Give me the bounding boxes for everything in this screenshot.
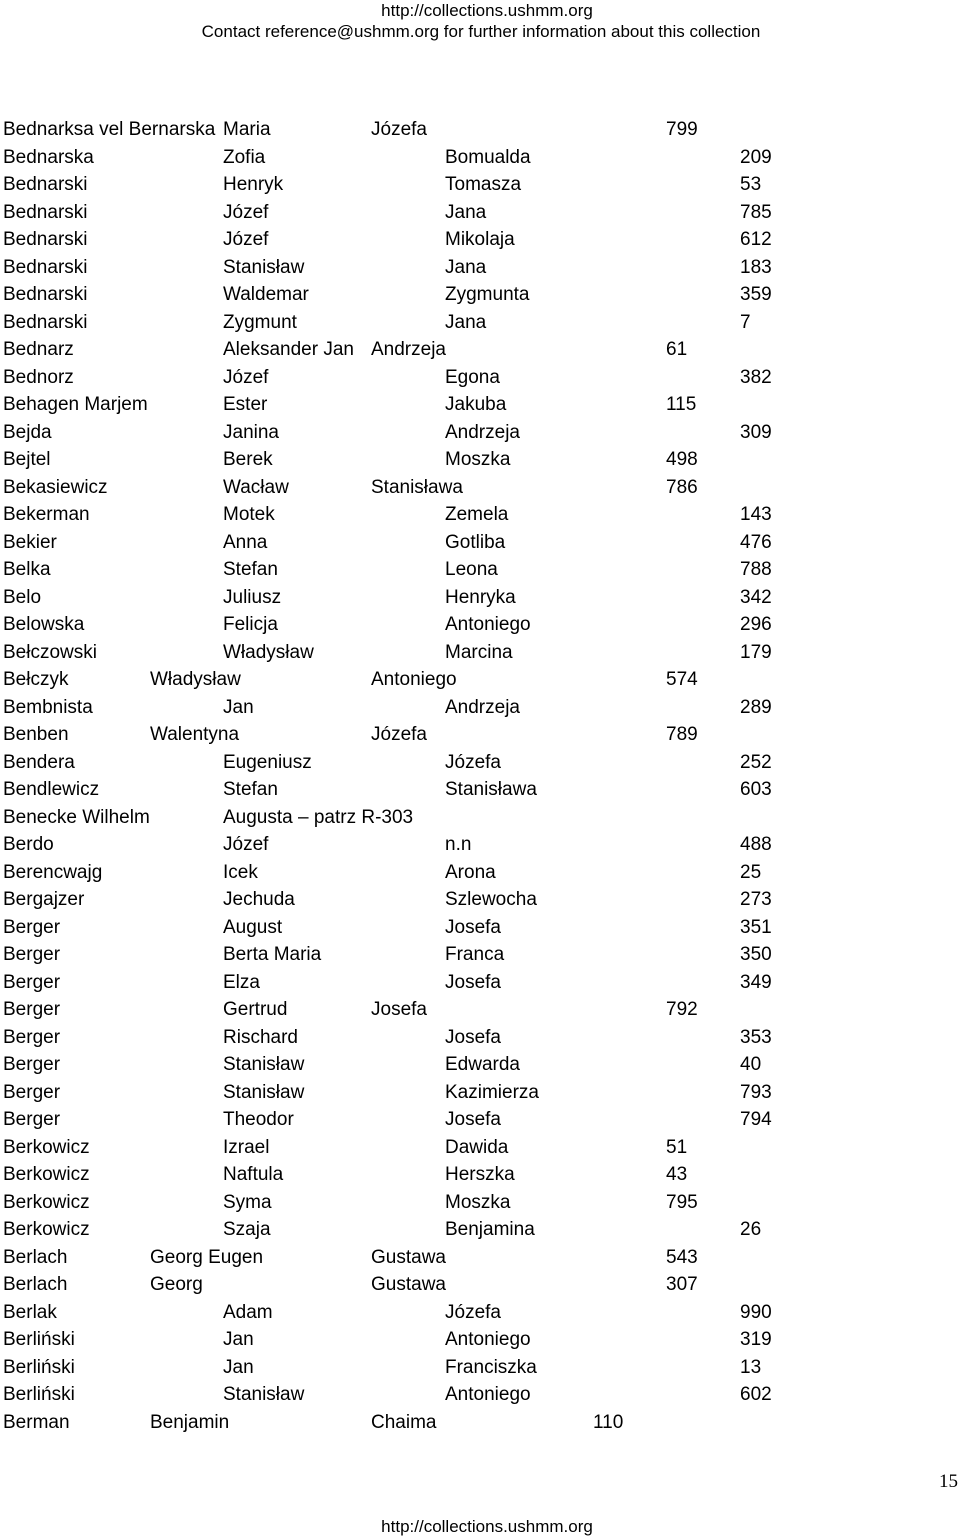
record-number-cell: 309 bbox=[740, 421, 772, 443]
given-name-cell: Jechuda bbox=[223, 889, 295, 910]
given-name-cell: Wacław bbox=[223, 476, 289, 498]
given-name-cell: Juliusz bbox=[223, 586, 282, 608]
record-number-cell: 110 bbox=[593, 1411, 624, 1433]
father-name-cell: Arona bbox=[445, 861, 496, 883]
record-number-cell: 143 bbox=[740, 504, 772, 525]
record-number-cell: 349 bbox=[740, 971, 772, 993]
father-name-cell: Josefa bbox=[371, 999, 427, 1020]
surname-cell: Berkowicz bbox=[3, 1191, 90, 1213]
table-row bbox=[0, 1191, 960, 1217]
record-number-cell: 7 bbox=[740, 311, 751, 333]
given-name-cell: Naftula bbox=[223, 1164, 284, 1185]
table-row bbox=[0, 696, 960, 722]
table-row bbox=[0, 998, 960, 1024]
table-row bbox=[0, 1411, 960, 1437]
surname-cell: Bednorz bbox=[3, 366, 74, 388]
given-name-cell: Georg Eugen bbox=[150, 1246, 264, 1268]
table-row bbox=[0, 1026, 960, 1052]
table-row bbox=[0, 311, 960, 337]
surname-cell: Benecke Wilhelm bbox=[3, 806, 150, 828]
table-row bbox=[0, 778, 960, 804]
father-name-cell: Jana bbox=[445, 256, 487, 278]
father-name-cell: Franca bbox=[445, 944, 505, 965]
surname-cell: Bendlewicz bbox=[3, 779, 100, 800]
record-number-cell: 51 bbox=[666, 1136, 688, 1158]
table-row bbox=[0, 1383, 960, 1409]
table-row bbox=[0, 861, 960, 887]
record-number-cell: 61 bbox=[666, 339, 688, 360]
surname-cell: Bejtel bbox=[3, 449, 51, 470]
given-name-cell: Józef bbox=[223, 366, 269, 388]
record-number-cell: 498 bbox=[666, 449, 698, 470]
father-name-cell: Andrzeja bbox=[371, 339, 446, 360]
record-number-cell: 488 bbox=[740, 834, 772, 855]
surname-cell: Berencwajg bbox=[3, 861, 103, 883]
surname-cell: Berger bbox=[3, 1054, 61, 1075]
father-name-cell: Stanisława bbox=[371, 476, 463, 498]
surname-cell: Berliński bbox=[3, 1329, 75, 1350]
given-name-cell: Syma bbox=[223, 1191, 272, 1213]
father-name-cell: Antoniego bbox=[445, 1384, 531, 1405]
record-number-cell: 40 bbox=[740, 1054, 762, 1075]
table-row bbox=[0, 1163, 960, 1189]
table-row bbox=[0, 393, 960, 419]
father-name-cell: Gustawa bbox=[371, 1274, 446, 1295]
surname-cell: Bendera bbox=[3, 751, 75, 773]
surname-cell: Bednarska bbox=[3, 146, 94, 168]
table-row bbox=[0, 118, 960, 144]
given-name-cell: Gertrud bbox=[223, 999, 288, 1020]
table-row bbox=[0, 558, 960, 584]
given-name-cell: August bbox=[223, 916, 283, 938]
father-name-cell: Franciszka bbox=[445, 1356, 537, 1378]
table-row bbox=[0, 1053, 960, 1079]
father-name-cell: Edwarda bbox=[445, 1054, 520, 1075]
table-row bbox=[0, 338, 960, 364]
record-number-cell: 603 bbox=[740, 779, 772, 800]
surname-cell: Berger bbox=[3, 1026, 61, 1048]
surname-cell: Bergajzer bbox=[3, 889, 85, 910]
table-row bbox=[0, 476, 960, 502]
given-name-cell: Stefan bbox=[223, 779, 278, 800]
father-name-cell: Moszka bbox=[445, 449, 511, 470]
surname-cell: Berger bbox=[3, 971, 61, 993]
surname-cell: Berger bbox=[3, 1081, 61, 1103]
table-row bbox=[0, 366, 960, 392]
father-name-cell: Leona bbox=[445, 559, 498, 580]
surname-cell: Bekasiewicz bbox=[3, 476, 108, 498]
given-name-cell: Eugeniusz bbox=[223, 751, 312, 773]
table-row bbox=[0, 1108, 960, 1134]
father-name-cell: Dawida bbox=[445, 1136, 509, 1158]
record-number-cell: 351 bbox=[740, 916, 772, 938]
record-number-cell: 795 bbox=[666, 1191, 698, 1213]
surname-cell: Berman bbox=[3, 1411, 70, 1433]
surname-cell: Bednarksa vel Bernarska bbox=[3, 119, 216, 140]
given-name-cell: Ester bbox=[223, 394, 268, 415]
surname-cell: Berkowicz bbox=[3, 1136, 90, 1158]
table-row bbox=[0, 503, 960, 529]
given-name-cell: Szaja bbox=[223, 1219, 271, 1240]
table-row bbox=[0, 1246, 960, 1272]
given-name-cell: Benjamin bbox=[150, 1411, 230, 1433]
record-number-cell: 476 bbox=[740, 531, 772, 553]
surname-cell: Belo bbox=[3, 586, 42, 608]
father-name-cell: Egona bbox=[445, 366, 500, 388]
record-number-cell: 785 bbox=[740, 201, 772, 223]
given-name-cell: Anna bbox=[223, 531, 268, 553]
given-name-cell: Władysław bbox=[150, 669, 241, 690]
header-url[interactable]: http://collections.ushmm.org bbox=[381, 1, 593, 20]
table-row bbox=[0, 173, 960, 199]
table-row bbox=[0, 421, 960, 447]
father-name-cell: n.n bbox=[445, 834, 472, 855]
table-row bbox=[0, 1301, 960, 1327]
surname-cell: Bednarski bbox=[3, 284, 88, 305]
header-contact-line: Contact reference@ushmm.org for further information about this collection bbox=[201, 22, 761, 41]
surname-cell: Bednarz bbox=[3, 339, 74, 360]
table-row bbox=[0, 1136, 960, 1162]
record-number-cell: 359 bbox=[740, 284, 772, 305]
given-name-cell: Stanisław bbox=[223, 256, 305, 278]
father-name-cell: Józefa bbox=[371, 724, 427, 745]
table-row bbox=[0, 1081, 960, 1107]
surname-cell: Berkowicz bbox=[3, 1219, 90, 1240]
record-number-cell: 53 bbox=[740, 174, 762, 195]
record-number-cell: 792 bbox=[666, 999, 698, 1020]
record-number-cell: 13 bbox=[740, 1356, 762, 1378]
father-name-cell: Chaima bbox=[371, 1411, 437, 1433]
father-name-cell: Marcina bbox=[445, 641, 513, 663]
surname-cell: Berliński bbox=[3, 1356, 75, 1378]
father-name-cell: Zygmunta bbox=[445, 284, 530, 305]
record-number-cell: 612 bbox=[740, 229, 772, 250]
given-name-cell: Adam bbox=[223, 1301, 273, 1323]
given-name-cell: Berek bbox=[223, 449, 273, 470]
table-row bbox=[0, 613, 960, 639]
given-name-cell: Georg bbox=[150, 1274, 203, 1295]
given-name-cell: Walentyna bbox=[150, 724, 240, 745]
given-name-cell: Izrael bbox=[223, 1136, 270, 1158]
record-number-cell: 319 bbox=[740, 1329, 772, 1350]
table-row bbox=[0, 201, 960, 227]
record-number-cell: 273 bbox=[740, 889, 772, 910]
record-number-cell: 382 bbox=[740, 366, 772, 388]
father-name-cell: Szlewocha bbox=[445, 889, 537, 910]
father-name-cell: Mikolaja bbox=[445, 229, 515, 250]
given-name-cell: Motek bbox=[223, 504, 275, 525]
record-number-cell: 25 bbox=[740, 861, 762, 883]
table-row bbox=[0, 833, 960, 859]
surname-cell: Belowska bbox=[3, 614, 85, 635]
table-row bbox=[0, 888, 960, 914]
record-number-cell: 788 bbox=[740, 559, 772, 580]
table-row bbox=[0, 943, 960, 969]
record-number-cell: 342 bbox=[740, 586, 772, 608]
surname-cell: Bednarski bbox=[3, 174, 88, 195]
given-name-cell: Jan bbox=[223, 696, 254, 718]
table-row bbox=[0, 751, 960, 777]
father-name-cell: Józefa bbox=[445, 751, 501, 773]
given-name-cell: Felicja bbox=[223, 614, 278, 635]
father-name-cell: Gotliba bbox=[445, 531, 506, 553]
given-name-cell: Józef bbox=[223, 201, 269, 223]
given-name-cell: Icek bbox=[223, 861, 258, 883]
father-name-cell: Josefa bbox=[445, 1026, 501, 1048]
father-name-cell: Josefa bbox=[445, 971, 501, 993]
record-number-cell: 793 bbox=[740, 1081, 772, 1103]
record-number-cell: 296 bbox=[740, 614, 772, 635]
father-name-cell: Andrzeja bbox=[445, 696, 520, 718]
table-row bbox=[0, 806, 960, 832]
surname-cell: Bejda bbox=[3, 421, 52, 443]
surname-cell: Bednarski bbox=[3, 311, 88, 333]
record-number-cell: 115 bbox=[666, 394, 697, 415]
given-name-cell: Józef bbox=[223, 229, 269, 250]
surname-cell: Bednarski bbox=[3, 256, 88, 278]
table-row bbox=[0, 228, 960, 254]
father-name-cell: Zemela bbox=[445, 504, 509, 525]
record-number-cell: 786 bbox=[666, 476, 698, 498]
record-number-cell: 350 bbox=[740, 944, 772, 965]
father-name-cell: Josefa bbox=[445, 916, 501, 938]
father-name-cell: Tomasza bbox=[445, 174, 522, 195]
surname-cell: Bekier bbox=[3, 531, 57, 553]
record-number-cell: 43 bbox=[666, 1164, 688, 1185]
given-name-cell: Jan bbox=[223, 1329, 254, 1350]
surname-cell: Berger bbox=[3, 916, 61, 938]
father-name-cell: Jakuba bbox=[445, 394, 507, 415]
given-name-cell: Janina bbox=[223, 421, 279, 443]
given-name-cell: Henryk bbox=[223, 174, 284, 195]
surname-cell: Berger bbox=[3, 1109, 61, 1130]
record-number-cell: 179 bbox=[740, 641, 772, 663]
father-name-cell: Bomualda bbox=[445, 146, 531, 168]
table-row bbox=[0, 283, 960, 309]
surname-cell: Bednarski bbox=[3, 201, 88, 223]
father-name-cell: Józefa bbox=[371, 119, 427, 140]
table-row bbox=[0, 1356, 960, 1382]
father-name-cell: Gustawa bbox=[371, 1246, 446, 1268]
footer-url[interactable]: http://collections.ushmm.org bbox=[381, 1517, 593, 1536]
father-name-cell: Antoniego bbox=[371, 669, 457, 690]
surname-cell: Berger bbox=[3, 944, 61, 965]
given-name-cell: Aleksander Jan bbox=[223, 339, 354, 360]
father-name-cell: Henryka bbox=[445, 586, 516, 608]
record-number-cell: 543 bbox=[666, 1246, 698, 1268]
surname-cell: Belka bbox=[3, 559, 51, 580]
record-number-cell: 353 bbox=[740, 1026, 772, 1048]
surname-cell: Berliński bbox=[3, 1384, 75, 1405]
record-number-cell: 574 bbox=[666, 669, 698, 690]
surname-cell: Berdo bbox=[3, 834, 54, 855]
given-name-cell: Józef bbox=[223, 834, 269, 855]
table-row bbox=[0, 146, 960, 172]
father-name-cell: Herszka bbox=[445, 1164, 515, 1185]
surname-cell: Bednarski bbox=[3, 229, 88, 250]
table-row bbox=[0, 668, 960, 694]
record-number-cell: 602 bbox=[740, 1384, 772, 1405]
father-name-cell: Josefa bbox=[445, 1109, 501, 1130]
table-row bbox=[0, 641, 960, 667]
surname-cell: Behagen Marjem bbox=[3, 394, 148, 415]
page-number: 15 bbox=[939, 1471, 958, 1492]
father-name-cell: Andrzeja bbox=[445, 421, 520, 443]
table-row bbox=[0, 1273, 960, 1299]
record-number-cell: 289 bbox=[740, 696, 772, 718]
record-number-cell: 183 bbox=[740, 256, 772, 278]
record-number-cell: 26 bbox=[740, 1219, 762, 1240]
given-name-cell: Theodor bbox=[223, 1109, 294, 1130]
given-name-cell: Zofia bbox=[223, 146, 266, 168]
table-row bbox=[0, 531, 960, 557]
father-name-cell: Moszka bbox=[445, 1191, 511, 1213]
father-name-cell: Jana bbox=[445, 311, 487, 333]
record-number-cell: 789 bbox=[666, 724, 698, 745]
table-row bbox=[0, 723, 960, 749]
given-name-cell: Władysław bbox=[223, 641, 314, 663]
table-row bbox=[0, 916, 960, 942]
given-name-cell: Rischard bbox=[223, 1026, 298, 1048]
father-name-cell: Antoniego bbox=[445, 614, 531, 635]
given-name-cell: Elza bbox=[223, 971, 260, 993]
record-number-cell: 209 bbox=[740, 146, 772, 168]
surname-cell: Bełczowski bbox=[3, 641, 97, 663]
given-name-cell: Stanisław bbox=[223, 1054, 305, 1075]
father-name-cell: Jana bbox=[445, 201, 487, 223]
father-name-cell: Antoniego bbox=[445, 1329, 531, 1350]
given-name-cell: Waldemar bbox=[223, 284, 309, 305]
surname-cell: Berlach bbox=[3, 1246, 68, 1268]
table-row bbox=[0, 1218, 960, 1244]
given-name-cell: Stanisław bbox=[223, 1081, 305, 1103]
surname-cell: Berlak bbox=[3, 1301, 57, 1323]
record-number-cell: 307 bbox=[666, 1274, 698, 1295]
father-name-cell: Benjamina bbox=[445, 1219, 535, 1240]
given-name-cell: Augusta – patrz R-303 bbox=[223, 806, 414, 828]
given-name-cell: Stefan bbox=[223, 559, 278, 580]
surname-cell: Bekerman bbox=[3, 504, 90, 525]
table-row bbox=[0, 1328, 960, 1354]
table-row bbox=[0, 586, 960, 612]
surname-cell: Berkowicz bbox=[3, 1164, 90, 1185]
surname-cell: Bembnista bbox=[3, 696, 93, 718]
surname-cell: Berlach bbox=[3, 1274, 68, 1295]
given-name-cell: Jan bbox=[223, 1356, 254, 1378]
table-row bbox=[0, 448, 960, 474]
record-number-cell: 794 bbox=[740, 1109, 772, 1130]
surname-cell: Berger bbox=[3, 999, 61, 1020]
father-name-cell: Stanisława bbox=[445, 779, 537, 800]
surname-cell: Benben bbox=[3, 724, 69, 745]
record-number-cell: 252 bbox=[740, 751, 772, 773]
surname-cell: Bełczyk bbox=[3, 669, 69, 690]
given-name-cell: Berta Maria bbox=[223, 944, 322, 965]
given-name-cell: Zygmunt bbox=[223, 311, 297, 333]
table-row bbox=[0, 256, 960, 282]
given-name-cell: Maria bbox=[223, 119, 271, 140]
record-number-cell: 990 bbox=[740, 1301, 772, 1323]
given-name-cell: Stanisław bbox=[223, 1384, 305, 1405]
record-number-cell: 799 bbox=[666, 119, 698, 140]
father-name-cell: Kazimierza bbox=[445, 1081, 539, 1103]
table-row bbox=[0, 971, 960, 997]
father-name-cell: Józefa bbox=[445, 1301, 501, 1323]
